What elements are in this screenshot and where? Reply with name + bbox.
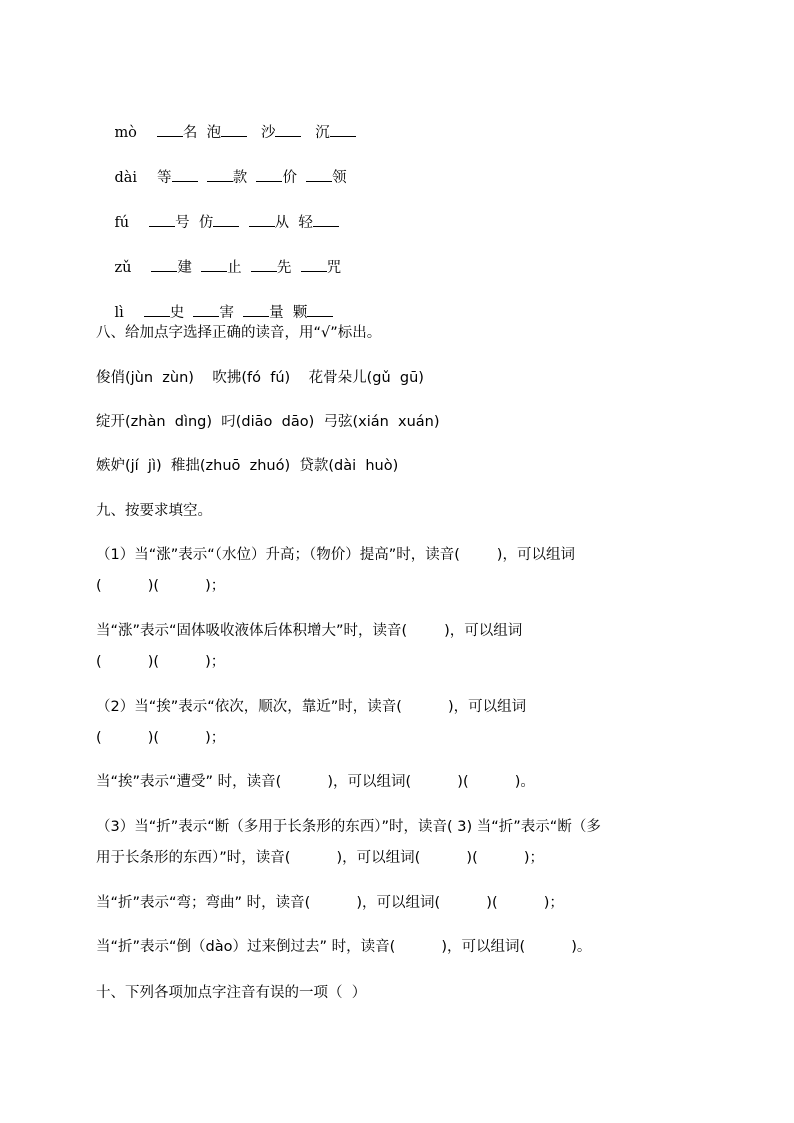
char: 款 <box>232 170 248 186</box>
answer-blank[interactable] <box>275 122 301 137</box>
section-10-heading: 十、下列各项加点字注音有误的一项（ ） <box>96 985 367 1001</box>
answer-blank[interactable] <box>306 167 332 182</box>
char: 害 <box>219 305 234 321</box>
answer-blank[interactable] <box>221 122 247 137</box>
answer-blank[interactable] <box>301 257 327 272</box>
answer-blank[interactable] <box>249 212 275 227</box>
char: 沙 <box>260 125 276 141</box>
char: 从 <box>274 215 290 231</box>
answer-blank[interactable] <box>207 167 233 182</box>
section-9-line: 用于长条形的东西）”时，读音( )，可以组词( )( )； <box>96 850 544 866</box>
section-9-line: ( )( )； <box>96 730 226 746</box>
char: 等 <box>157 170 172 186</box>
char: 史 <box>169 305 185 321</box>
answer-blank[interactable] <box>144 302 170 317</box>
char: 轻 <box>298 215 313 231</box>
answer-blank[interactable] <box>149 212 175 227</box>
section-9-line: ( )( )； <box>96 654 226 670</box>
char: 名 <box>182 125 198 141</box>
section-9-line: （3）当“折”表示“断（多用于长条形的东西）”时，读音( 3) 当“折”表示“断（多 <box>96 819 601 835</box>
char: 咒 <box>326 260 342 276</box>
char: 颗 <box>292 305 308 321</box>
char: 止 <box>227 260 242 276</box>
pinyin-label: dài <box>114 170 138 186</box>
section-9-line: 当“涨”表示“固体吸收液体后体积增大”时，读音( )，可以组词 <box>96 623 523 639</box>
char: 泡 <box>206 125 222 141</box>
char: 仿 <box>198 215 214 231</box>
char: 沉 <box>315 125 330 141</box>
answer-blank[interactable] <box>251 257 277 272</box>
answer-blank[interactable] <box>201 257 227 272</box>
section-9-line: ( )( )； <box>96 578 226 594</box>
section-9-line: 当“挨”表示“遭受” 时，读音( )，可以组词( )( )。 <box>96 774 535 790</box>
section-9-line: （1）当“涨”表示“（水位）升高；（物价）提高”时，读音( )，可以组词 <box>96 547 575 563</box>
section-8-row: 绽开(zhàn dìng) 叼(diāo dāo) 弓弦(xián xuán) <box>96 414 440 430</box>
char: 号 <box>175 215 190 231</box>
answer-blank[interactable] <box>243 302 269 317</box>
section-9-line: 当“折”表示“弯；弯曲” 时，读音( )，可以组词( )( )； <box>96 895 564 911</box>
answer-blank[interactable] <box>213 212 239 227</box>
answer-blank[interactable] <box>151 257 177 272</box>
pinyin-label: lì <box>114 305 124 321</box>
answer-blank[interactable] <box>307 302 333 317</box>
char: 价 <box>282 170 297 186</box>
section-9-line: 当“折”表示“倒（dào）过来倒过去” 时，读音( )，可以组词( )。 <box>96 939 592 955</box>
answer-blank[interactable] <box>330 122 356 137</box>
answer-blank[interactable] <box>172 167 198 182</box>
pinyin-label: mò <box>114 125 137 141</box>
pinyin-label: fú <box>114 215 130 231</box>
char: 先 <box>276 260 292 276</box>
char: 量 <box>269 305 284 321</box>
section-9-heading: 九、按要求填空。 <box>96 503 212 519</box>
answer-blank[interactable] <box>256 167 282 182</box>
section-8-row: 俊俏(jùn zùn) 吹拂(fó fú) 花骨朵儿(gǔ gū) <box>96 370 424 386</box>
section-9-line: （2）当“挨”表示“依次，顺次，靠近”时，读音( )，可以组词 <box>96 699 527 715</box>
section-8-row: 嫉妒(jí jì) 稚拙(zhuō zhuó) 贷款(dài huò) <box>96 458 399 474</box>
char: 建 <box>177 260 192 276</box>
pinyin-label: zǔ <box>114 260 132 276</box>
section-8-heading: 八、给加点字选择正确的读音，用“√”标出。 <box>96 325 382 341</box>
answer-blank[interactable] <box>193 302 219 317</box>
char: 领 <box>332 170 347 186</box>
answer-blank[interactable] <box>313 212 339 227</box>
answer-blank[interactable] <box>157 122 183 137</box>
